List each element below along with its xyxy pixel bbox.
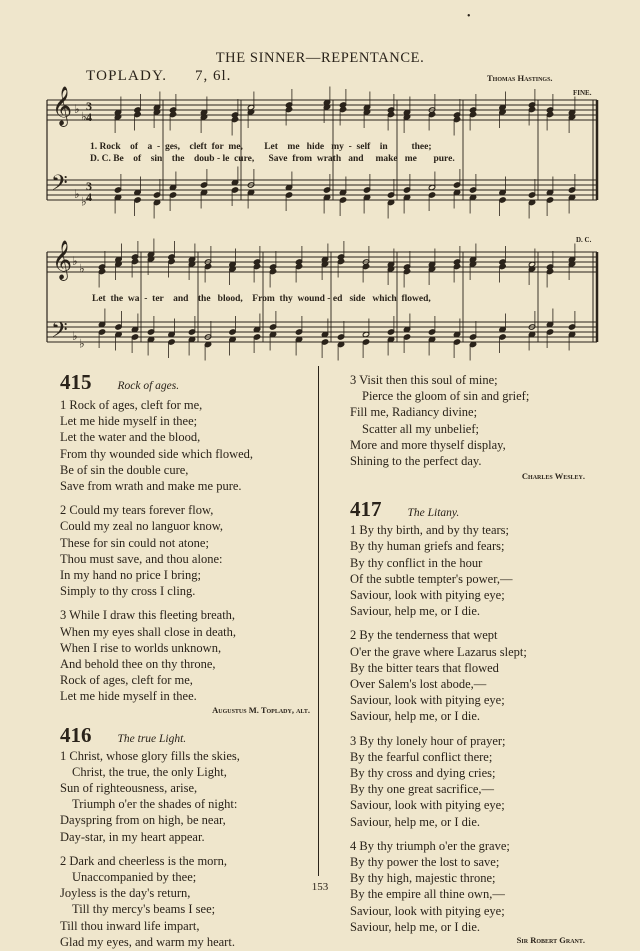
verse-line: Saviour, look with pitying eye; [350, 798, 505, 813]
fine-mark: FINE. [573, 89, 592, 97]
flat-sign: ♭ [81, 194, 87, 209]
stanza [350, 372, 585, 469]
column-divider [318, 366, 319, 876]
verse-line: 4 By thy triumph o'er the grave; [350, 838, 510, 853]
verse-line: Saviour, look with pitying eye; [350, 903, 505, 918]
right-column [350, 372, 585, 945]
verse-line: Simply to thy cross I cling. [60, 584, 196, 599]
stanza [350, 733, 585, 830]
verse-line: Till thou inward life impart, [60, 918, 200, 933]
verse-line: Christ, the true, the only Light, [72, 764, 227, 779]
verse-line: And behold thee on thy throne, [60, 657, 216, 672]
flat-sign: ♭ [72, 254, 78, 268]
time-signature-treble: 3 4 [86, 99, 92, 124]
flat-sign: ♭ [79, 336, 85, 351]
author: Sir Robert Grant. [516, 935, 585, 946]
flat-sign: ♭ [79, 261, 85, 276]
verse-line: 1 Rock of ages, cleft for me, [60, 398, 203, 412]
tune-meter: 7, 6l. [195, 68, 232, 84]
verse-line: 2 Dark and cheerless is the morn, [60, 853, 227, 868]
stanza [350, 627, 585, 724]
hymn-title: The true Light. [117, 732, 187, 745]
verse-line: By thy conflict in the hour [350, 555, 483, 570]
stanza [60, 502, 310, 599]
verse-line: Let the water and the blood, [60, 430, 201, 445]
author: Charles Wesley. [521, 471, 585, 482]
verse-line: Unaccompanied by thee; [72, 870, 197, 885]
bass-clef-2: 𝄢 [51, 318, 68, 347]
verse-line: Rock of ages, cleft for me, [60, 673, 193, 688]
lyrics-line-3: Let the wa - ter and the blood, From thy wound - ed side which flowed, [92, 294, 431, 304]
hymn-title: The Litany. [407, 507, 460, 520]
flat-sign: ♭ [74, 187, 80, 201]
verse-line: These for sin could not atone; [60, 535, 209, 550]
verse-line: Joyless is the day's return, [60, 886, 191, 901]
dc-mark: D. C. [576, 236, 592, 244]
verse-line: Let me hide myself in thee. [60, 689, 197, 704]
verse-line: From thy wounded side which flowed, [60, 446, 254, 461]
verse-line: By the bitter tears that flowed [350, 660, 499, 675]
verse-line: Fill me, Radiancy divine; [350, 405, 478, 420]
stanza [60, 748, 310, 845]
verse-line: 3 While I draw this fleeting breath, [60, 608, 236, 623]
stanza [60, 607, 310, 704]
lyrics-line-1: 1. Rock of a - ges, cleft for me, Let me hide my - self in thee; [90, 142, 432, 152]
verse-line: Saviour, help me, or I die. [350, 604, 481, 619]
verse-line: Pierce the gloom of sin and grief; [362, 389, 530, 404]
tune-name: TOPLADY. [86, 68, 168, 84]
hymn-number: 415 [60, 370, 92, 394]
verse-line: By the empire all thine own,— [350, 887, 505, 902]
verse-line: When my eyes shall close in death, [60, 624, 236, 639]
hymn-number: 416 [60, 722, 92, 747]
treble-clef-1: 𝄞 [52, 88, 73, 125]
stanza [350, 522, 585, 619]
verse-line: Day-star, in my heart appear. [60, 829, 205, 844]
verse-line: 3 By thy lonely hour of prayer; [350, 733, 506, 748]
author: Augustus M. Toplady, alt. [212, 704, 310, 715]
flat-sign: ♭ [72, 329, 78, 343]
verse-line: Triumph o'er the shades of night: [72, 797, 238, 812]
verse-line: Saviour, look with pitying eye; [350, 693, 505, 708]
verse-line: Dayspring from on high, be near, [60, 813, 226, 828]
verse-line: Over Salem's lost abode,— [350, 677, 487, 692]
treble-clef-2: 𝄞 [52, 242, 73, 279]
printer-mark: • [467, 11, 471, 22]
flat-sign: ♭ [74, 102, 80, 116]
bass-clef-1: 𝄢 [51, 171, 68, 200]
verse-line: 2 By the tenderness that wept [350, 628, 498, 643]
verse-line: Saviour, help me, or I die. [350, 919, 481, 934]
page-number: 153 [311, 881, 329, 893]
hymn-417 [350, 497, 585, 522]
verse-line: By thy one great sacrifice,— [350, 782, 495, 797]
verse-line: Be of sin the double cure, [60, 462, 189, 477]
verse-line: Of the subtle tempter's power,— [350, 571, 513, 586]
hymn-number: 417 [350, 497, 382, 522]
stanza [60, 853, 310, 950]
verse-line: More and more thyself display, [350, 437, 506, 452]
verse-line: By thy human griefs and fears; [350, 539, 505, 554]
verse-line: Save from wrath and make me pure. [60, 479, 242, 494]
time-signature-bass: 3 4 [86, 179, 92, 204]
verse-line: O'er the grave where Lazarus slept; [350, 644, 527, 659]
verse-line: By thy high, majestic throne; [350, 871, 496, 886]
hymn-title: Rock of ages. [117, 380, 180, 392]
section-title: THE SINNER—REPENTANCE. [215, 50, 425, 66]
verse-line: Could my zeal no languor know, [60, 519, 224, 534]
verse-line: Let me hide myself in thee; [60, 414, 198, 429]
verse-line: In my hand no price I bring; [60, 568, 201, 583]
verse-line: 3 Visit then this soul of mine; [350, 373, 498, 387]
verse-line: By thy power the lost to save; [350, 855, 500, 870]
lyrics-line-2: D. C. Be of sin the doub - le cure, Save from wrath and make me pure. [90, 154, 455, 164]
verse-line: Thou must save, and thou alone: [60, 551, 223, 566]
hymn-416 [60, 723, 310, 748]
verse-line: Till thy mercy's beams I see; [72, 902, 216, 917]
verse-line: Scatter all my unbelief; [362, 421, 479, 436]
verse-line: By the fearful conflict there; [350, 749, 493, 764]
stanza [60, 397, 310, 494]
verse-line: Glad my eyes, and warm my heart. [60, 934, 235, 949]
verse-line: Saviour, look with pitying eye; [350, 588, 505, 603]
composer: Thomas Hastings. [487, 73, 553, 83]
hymn-415 [60, 370, 310, 395]
verse-line: Saviour, help me, or I die. [350, 709, 481, 724]
verse-line: 1 Christ, whose glory fills the skies, [60, 748, 240, 763]
flat-sign: ♭ [81, 109, 87, 124]
verse-line: Shining to the perfect day. [350, 454, 482, 469]
verse-line: 2 Could my tears forever flow, [60, 503, 214, 518]
verse-line: 1 By thy birth, and by thy tears; [350, 523, 510, 538]
left-column [60, 370, 310, 950]
verse-line: When I rise to worlds unknown, [60, 640, 222, 655]
verse-line: Sun of righteousness, arise, [60, 781, 198, 796]
verse-line: By thy cross and dying cries; [350, 766, 496, 781]
verse-line: Saviour, help me, or I die. [350, 814, 481, 829]
